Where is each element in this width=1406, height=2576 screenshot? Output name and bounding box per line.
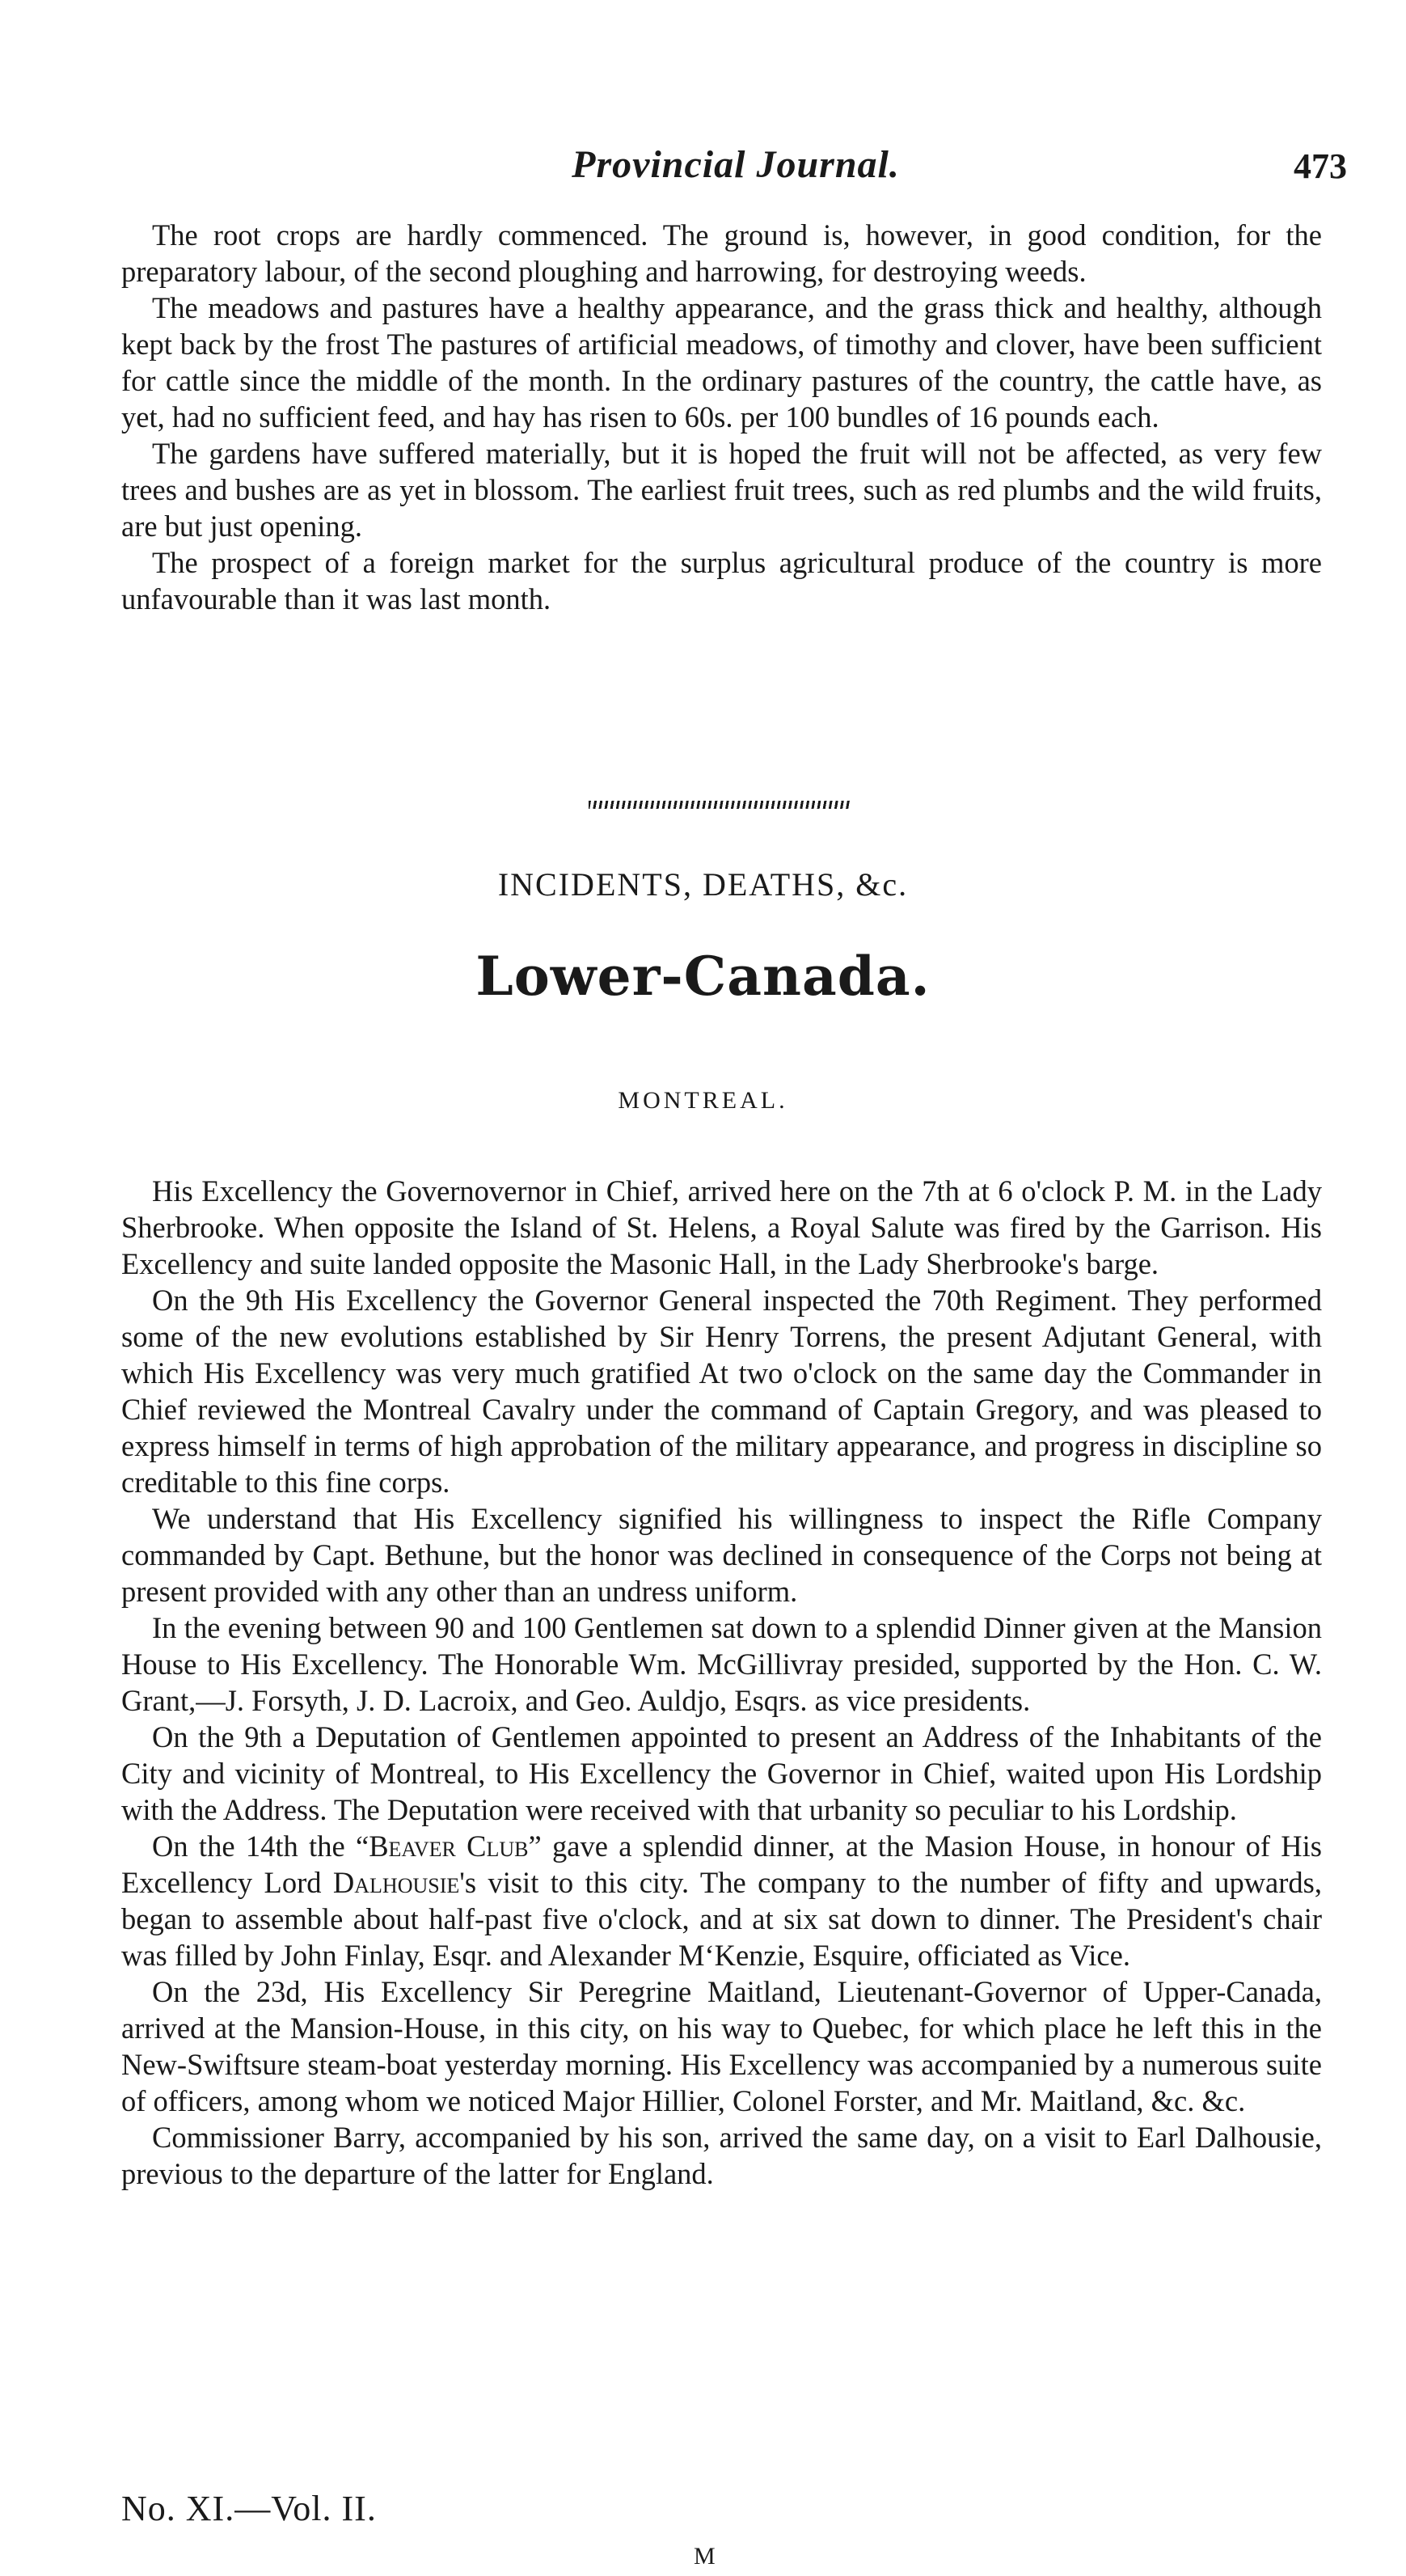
crop-paragraph: The prospect of a foreign market for the surplus agricultural produce of the country is more unfavourable than it was last month. [121, 546, 1322, 615]
beaver-club-name: Beaver Club [369, 1829, 529, 1863]
running-head [121, 142, 1350, 199]
crop-paragraph: The meadows and pastures have a healthy appearance, and the grass thick and healthy, although kept back by the frost The pastures of artificial meadows, of timothy and clover, have been sufficient for cattle since the middle of the month. In the ordinary pastures of the country, the cattle have, as yet, had no sufficient feed, and hay has risen to 60s. per 100 bundles of 16 pounds each. [121, 291, 1322, 434]
region-heading: Lower-Canada. [475, 945, 931, 1008]
running-title: Provincial Journal. [572, 143, 900, 186]
news-paragraph: In the evening between 90 and 100 Gentlemen sat down to a splendid Dinner given at the Mansion House to His Excellency. The Honorable Wm. McGillivray presided, supported by the Hon. C. W. Grant,—J. Forsyth, J. D. Lacroix, and Geo. Auldjo, Esqrs. as vice presidents. [121, 1611, 1322, 1717]
news-report [121, 1173, 1322, 2192]
text-run: 's visit to this city. The company to the number of fifty and upwards, began to assemble about half-past five o'clock, and at six sat down to dinner. The President's chair was filled by John Finlay, Esqr. and Alexander M‘Kenzie, Esquire, officiated as Vice. [121, 1866, 1322, 1972]
volume-signature: No. XI.—Vol. II. [121, 2489, 377, 2528]
news-paragraph: On the 9th His Excellency the Governor General inspected the 70th Regiment. They performed some of the new evolutions established by Sir Henry Torrens, the present Adjutant General, with which His Excellency was very much gratified At two o'clock on the same day the Commander in Chief reviewed the Montreal Cavalry under the command of Captain Gregory, and was pleased to express himself in terms of high approbation of the military appearance, and progress in discipline so creditable to this fine corps. [121, 1284, 1322, 1499]
dalhousie-name: Dalhousie [332, 1866, 460, 1899]
crop-paragraph: The root crops are hardly commenced. The ground is, however, in good condition, for the preparatory labour, of the second ploughing and harrowing, for destroying weeds. [121, 218, 1322, 288]
news-paragraph: On the 9th a Deputation of Gentlemen appointed to present an Address of the Inhabitants of the City and vicinity of Montreal, to His Excellency the Governor in Chief, waited upon His Lordship with the Address. The Deputation were received with that urbanity so peculiar to his Lordship. [121, 1720, 1322, 1826]
news-paragraph: We understand that His Excellency signified his willingness to inspect the Rifle Company commanded by Capt. Bethune, but the honor was declined in consequence of the Corps not being at present provided with any other than an undress uniform. [121, 1502, 1322, 1608]
crop-report [121, 217, 1322, 617]
news-paragraph: His Excellency the Governovernor in Chief, arrived here on the 7th at 6 o'clock P. M. in the Lady Sherbrooke. When opposite the Island of St. Helens, a Royal Salute was fired by the Garrison. His Excellency and suite landed opposite the Masonic Hall, in the Lady Sherbrooke's barge. [121, 1174, 1322, 1280]
ornamental-rule [589, 801, 850, 809]
text-run: ” gave a splendid dinner, at the Masion House, in honour of His Excellency Lord [121, 1829, 1323, 1899]
city-heading: MONTREAL. [618, 1087, 788, 1114]
news-paragraph: Commissioner Barry, accompanied by his son, arrived the same day, on a visit to Earl Dalhousie, previous to the departure of the latter for England. [121, 2121, 1322, 2190]
news-paragraph: On the 23d, His Excellency Sir Peregrine Maitland, Lieutenant-Governor of Upper-Canada, arrived at the Mansion-House, in this city, on his way to Quebec, for which place he left this in the New-Swiftsure steam-boat yesterday morning. His Excellency was accompanied by a numerous suite of officers, among whom we noticed Major Hillier, Colonel Forster, and Mr. Maitland, &c. &c. [121, 1975, 1322, 2117]
text-run: On the 14th the “ [152, 1829, 369, 1863]
sheet-letter: M [694, 2543, 716, 2570]
page-number: 473 [1294, 146, 1347, 186]
news-paragraph [121, 1828, 1322, 1973]
section-heading: INCIDENTS, DEATHS, &c. [497, 866, 909, 903]
crop-paragraph: The gardens have suffered materially, but it is hoped the fruit will not be affected, as very few trees and bushes are as yet in blossom. The earliest fruit trees, such as red plumbs and the wild fruits, are but just opening. [121, 437, 1322, 543]
